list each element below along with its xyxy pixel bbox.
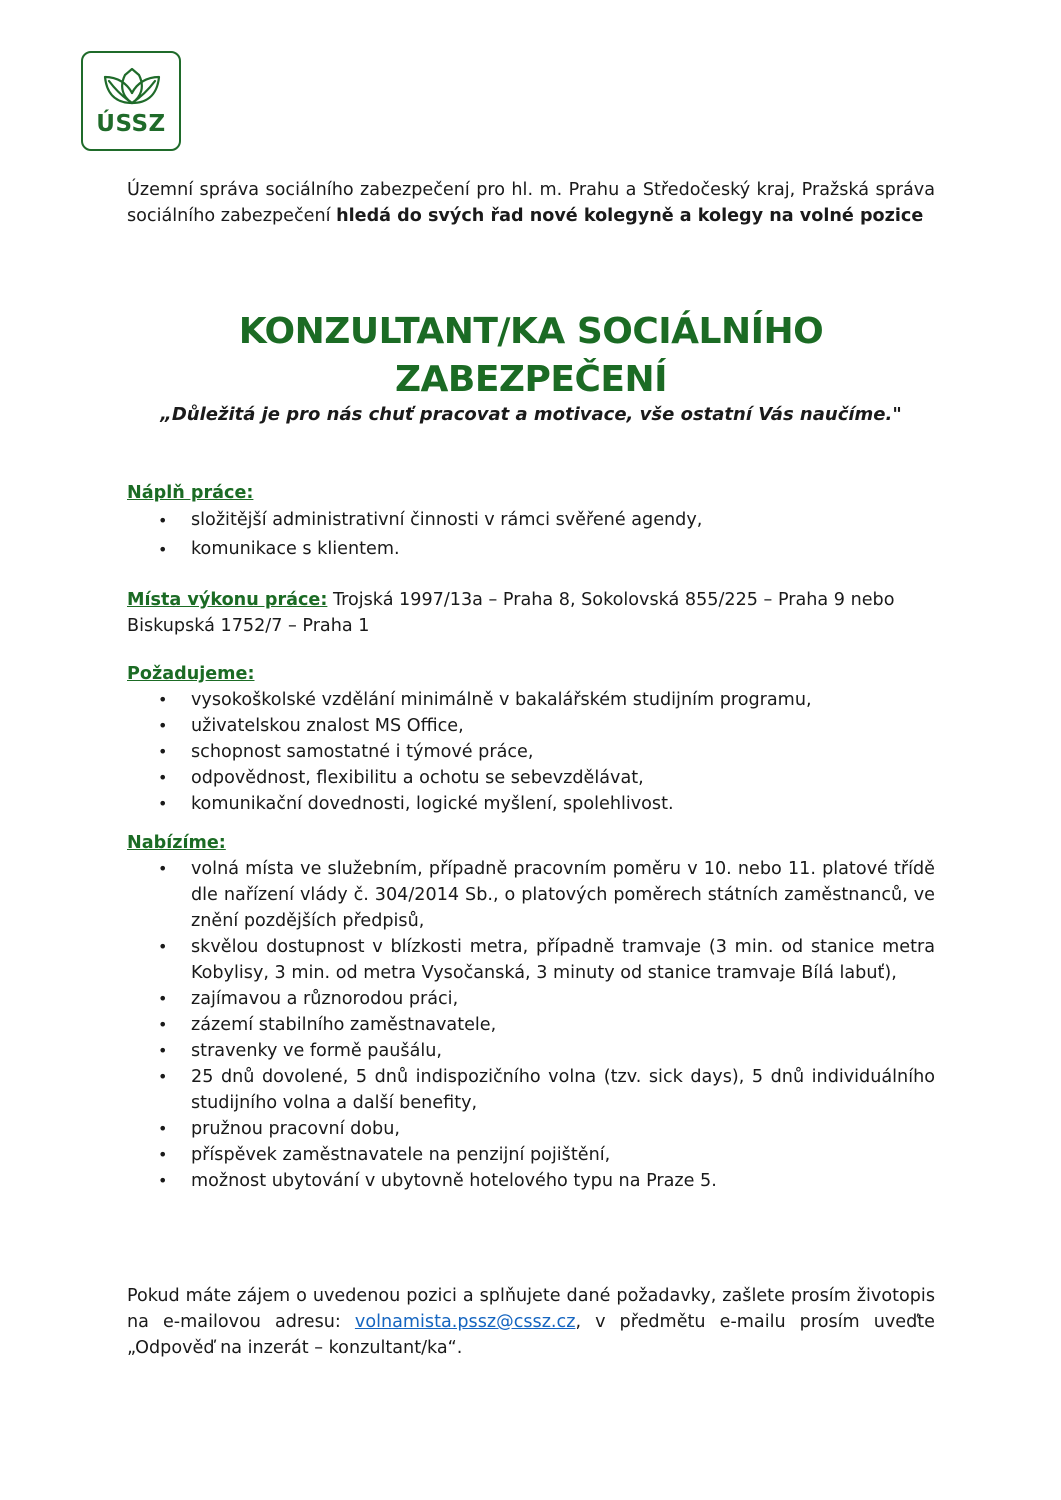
section-job-content bbox=[127, 480, 935, 564]
list-item: • 25 dnů dovolené, 5 dnů indispozičního volna (tzv. sick days), 5 dnů individuálního studijního volna a další benefity, bbox=[127, 1064, 935, 1116]
list-item: • odpovědnost, flexibilitu a ochotu se sebevzdělávat, bbox=[127, 765, 935, 791]
list-item: • příspěvek zaměstnavatele na penzijní pojištění, bbox=[127, 1142, 935, 1168]
list-item: • uživatelskou znalost MS Office, bbox=[127, 713, 935, 739]
list-item: • komunikace s klientem. bbox=[127, 535, 935, 564]
lotus-leaves-icon bbox=[97, 63, 167, 111]
list-item: • pružnou pracovní dobu, bbox=[127, 1116, 935, 1142]
section-requirements bbox=[127, 661, 935, 817]
locations-text: Trojská 1997/13a – Praha 8, Sokolovská 855/225 – Praha 9 nebo Biskupská 1752/7 – Praha 1 bbox=[127, 590, 895, 636]
list-item: • složitější administrativní činnosti v rámci svěřené agendy, bbox=[127, 506, 935, 535]
ussz-logo bbox=[81, 51, 181, 151]
section-heading: Požadujeme: bbox=[127, 664, 255, 684]
closing-text: Pokud máte zájem o uvedenou pozici a splňujete dané požadavky, zašlete prosím životopis na e-mailovou adresu: bbox=[127, 1286, 935, 1332]
list-item: • zajímavou a různorodou práci, bbox=[127, 986, 935, 1012]
section-locations bbox=[127, 587, 935, 639]
intro-bold-text: hledá do svých řad nové kolegyně a kolegy na volné pozice bbox=[336, 206, 924, 226]
title-line-1: KONZULTANT/KA SOCIÁLNÍHO bbox=[238, 311, 824, 352]
list-item: • komunikační dovednosti, logické myšlení, spolehlivost. bbox=[127, 791, 935, 817]
job-content-list bbox=[127, 506, 935, 564]
page-title bbox=[127, 308, 935, 404]
section-heading: Místa výkonu práce: bbox=[127, 590, 328, 610]
title-line-2: ZABEZPEČENÍ bbox=[394, 359, 668, 400]
list-item: • schopnost samostatné i týmové práce, bbox=[127, 739, 935, 765]
motto: „Důležitá je pro nás chuť pracovat a motivace, vše ostatní Vás naučíme." bbox=[160, 404, 902, 425]
email-link[interactable]: volnamista.pssz@cssz.cz bbox=[354, 1312, 576, 1332]
section-heading: Náplň práce: bbox=[127, 483, 254, 503]
intro-text: Územní správa sociálního zabezpečení pro hl. m. Prahu a Středočeský kraj, Pražská správa sociálního zabezpečení bbox=[127, 180, 935, 226]
closing-paragraph bbox=[127, 1283, 935, 1361]
logo-text: ÚSSZ bbox=[96, 111, 166, 137]
list-item: • zázemí stabilního zaměstnavatele, bbox=[127, 1012, 935, 1038]
list-item: • volná místa ve služebním, případně pracovním poměru v 10. nebo 11. platové třídě dle nařízení vlády č. 304/2014 Sb., o platových poměrech státních zaměstnanců, ve znění pozdějších předpisů, bbox=[127, 856, 935, 934]
list-item: • vysokoškolské vzdělání minimálně v bakalářském studijním programu, bbox=[127, 687, 935, 713]
intro-paragraph bbox=[127, 177, 935, 229]
list-item: • skvělou dostupnost v blízkosti metra, případně tramvaje (3 min. od stanice metra Kobylisy, 3 min. od metra Vysočanská, 3 minuty od stanice tramvaje Bílá labuť), bbox=[127, 934, 935, 986]
offer-list bbox=[127, 856, 935, 1194]
list-item: • stravenky ve formě paušálu, bbox=[127, 1038, 935, 1064]
section-heading: Nabízíme: bbox=[127, 833, 226, 853]
list-item: • možnost ubytování v ubytovně hotelového typu na Praze 5. bbox=[127, 1168, 935, 1194]
closing-text-end: , v předmětu e-mailu prosím uveďte „Odpověď na inzerát – konzultant/ka“. bbox=[127, 1312, 935, 1358]
section-offer bbox=[127, 830, 935, 1194]
requirements-list bbox=[127, 687, 935, 817]
